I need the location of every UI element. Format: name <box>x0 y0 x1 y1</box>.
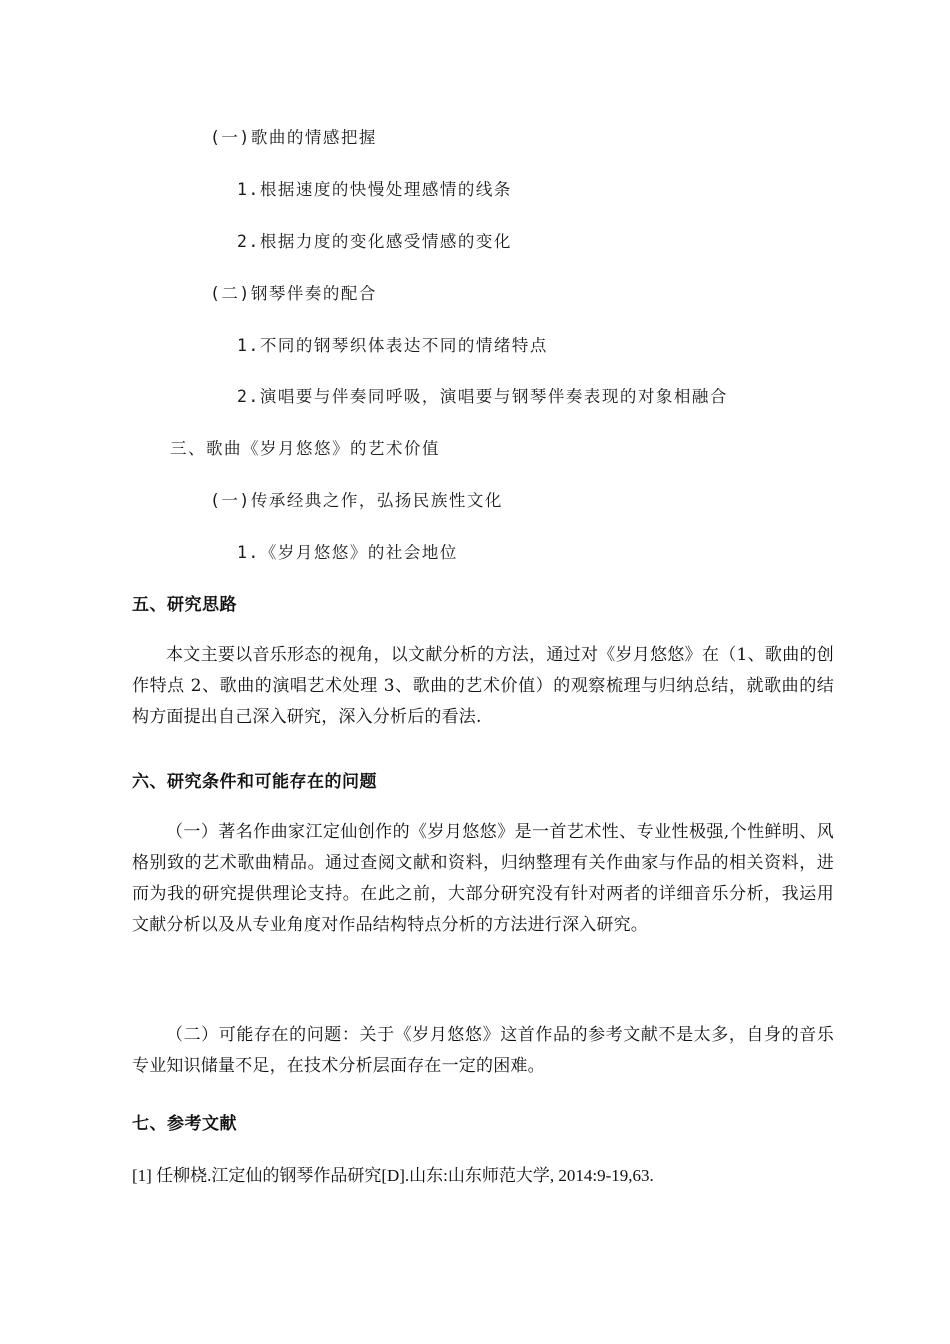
reference-item: [1] 任柳桡.江定仙的钢琴作品研究[D].山东:山东师范大学, 2014:9-19,63. <box>132 1166 654 1185</box>
outline-item: 三、歌曲《岁月悠悠》的艺术价值 <box>170 439 440 458</box>
outline-item: 1.根据速度的快慢处理感情的线条 <box>237 180 512 199</box>
outline-item: 1.《岁月悠悠》的社会地位 <box>237 543 458 562</box>
section-heading-6: 六、研究条件和可能存在的问题 <box>132 772 377 792</box>
section-6-paragraph-1: （一）著名作曲家江定仙创作的《岁月悠悠》是一首艺术性、专业性极强,个性鲜明、风格别致的艺术歌曲精品。通过查阅文献和资料，归纳整理有关作曲家与作品的相关资料，进而为我的研究提供理论支持。在此之前，大部分研究没有针对两者的详细音乐分析，我运用文献分析以及从专业角度对作品结构特点分析的方法进行深入研究。 <box>132 822 834 935</box>
outline-item: 2.根据力度的变化感受情感的变化 <box>237 232 512 251</box>
outline-item: 2.演唱要与伴奏同呼吸，演唱要与钢琴伴奏表现的对象相融合 <box>237 387 728 406</box>
outline-item: (二)钢琴伴奏的配合 <box>210 284 377 303</box>
section-heading-5: 五、研究思路 <box>132 595 237 615</box>
section-5-paragraph: 本文主要以音乐形态的视角，以文献分析的方法，通过对《岁月悠悠》在（1、歌曲的创作特点 2、歌曲的演唱艺术处理 3、歌曲的艺术价值）的观察梳理与归纳总结，就歌曲的结构方面提出自己深入研究，深入分析后的看法. <box>132 645 834 727</box>
section-6-paragraph-2: （二）可能存在的问题：关于《岁月悠悠》这首作品的参考文献不是太多，自身的音乐专业知识储量不足，在技术分析层面存在一定的困难。 <box>132 1025 834 1076</box>
section-heading-7: 七、参考文献 <box>132 1114 237 1134</box>
outline-item: (一)传承经典之作，弘扬民族性文化 <box>210 491 503 510</box>
outline-item: 1.不同的钢琴织体表达不同的情绪特点 <box>237 336 548 355</box>
outline-item: (一)歌曲的情感把握 <box>210 128 377 147</box>
